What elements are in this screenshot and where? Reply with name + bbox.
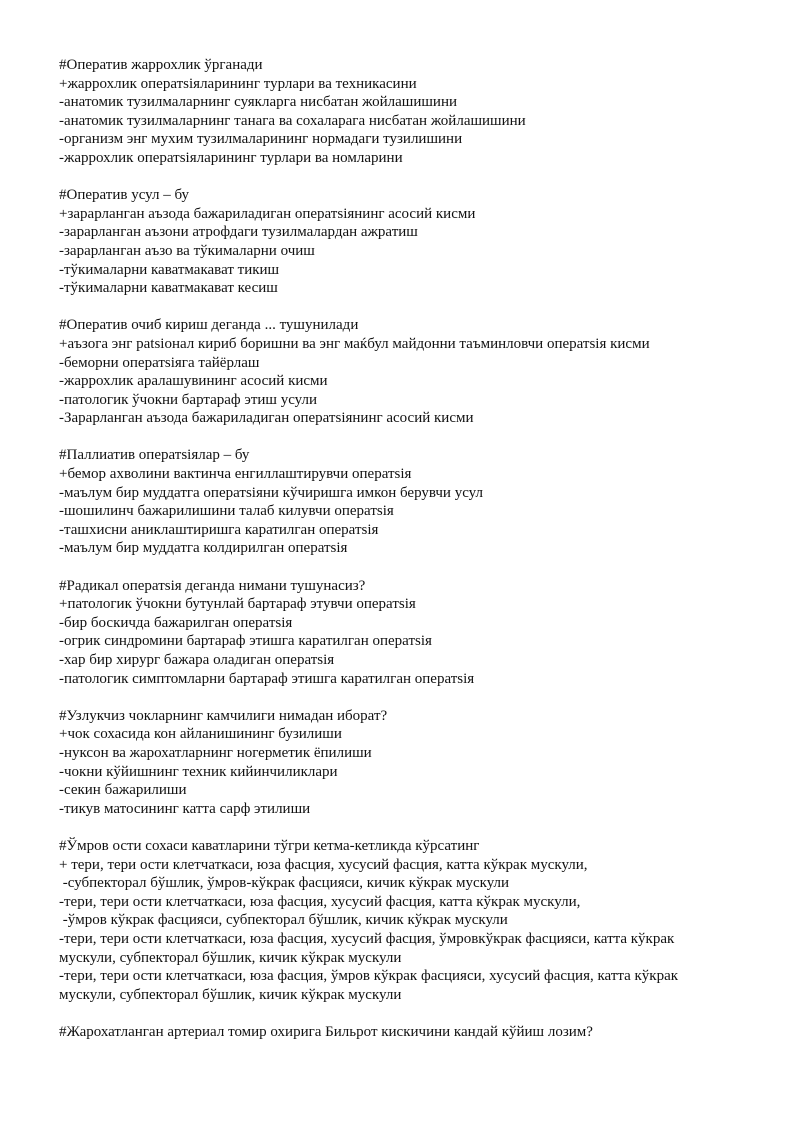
question-block [59,707,749,819]
question-block [59,316,749,428]
answer-option: +аъзога энг patsiонал кириб боришни ва энг маќбул майдонни таъминловчи оператsiя кисми [59,335,650,352]
answer-option: -хар бир хирург бажара оладиган оператsiя [59,652,335,668]
question-text: #Оператив жаррохлик ўрганади [59,57,263,73]
answer-option: -зарарланган аъзо ва тўкималарни очиш [59,242,315,259]
question-text: #Радикал оператsiя деганда нимани тушунасиз? [59,577,366,594]
answer-option: -ўмров кўкрак фасцияси, субпекторал бўшлик, кичик кўкрак мускули [59,912,508,929]
answer-option: -зарарланган аъзони атрофдаги тузилмалардан ажратиш [59,224,418,241]
answer-option: -Зарарланган аъзода бажариладиган оператsiянинг асосий кисми [59,410,474,427]
answer-option: -тўкималарни каватмакават кесиш [59,280,278,297]
answer-option: -жаррохлик аралашувининг асосий кисми [59,373,328,390]
answer-option: -патологик ўчокни бартараф этиш усули [59,391,318,408]
answer-option: +зарарланган аъзода бажариладиган оператsiянинг асосий кисми [59,205,476,222]
answer-option: мускули, субпекторал бўшлик, кичик кўкрак мускули [59,986,402,1003]
answer-option: -тери, тери ости клетчаткаси, юза фасция, хусусий фасция, ўмровкўкрак фасцияси, катта кўкрак [59,930,675,947]
answer-option: -маълум бир муддатга оператsiяни кўчиришга имкон берувчи усул [59,484,483,501]
answer-option: -огрик синдромини бартараф этишга каратилган оператsiя [59,633,432,650]
answer-option: -ташхисни аниклаштиришга каратилган оператsiя [59,521,379,538]
answer-option: -секин бажарилиши [59,782,187,799]
answer-option: -чокни кўйишнинг техник кийинчиликлари [59,763,338,780]
document-body [59,56,749,1060]
question-block [59,837,749,1004]
answer-option: +чок сохасида кон айланишининг бузилиши [59,726,342,743]
question-text: #Паллиатив оператsiялар – бу [59,447,250,464]
question-text: #Оператив усул – бу [59,187,190,204]
answer-option: -нуксон ва жарохатларнинг ногерметик ёпилиши [59,744,372,761]
question-block [59,186,749,298]
answer-option: -маълум бир муддатга колдирилган оператsiя [59,540,348,557]
answer-option: мускули, субпекторал бўшлик, кичик кўкрак мускули [59,949,402,966]
answer-option: -анатомик тузилмаларнинг танага ва сохаларага нисбатан жойлашишини [59,112,526,129]
answer-option: -жаррохлик оператsiяларининг турлари ва номларини [59,149,403,166]
answer-option: -тери, тери ости клетчаткаси, юза фасция, хусусий фасция, катта кўкрак мускули, [59,893,581,910]
question-text: #Оператив очиб кириш деганда ... тушунилади [59,317,359,334]
answer-option: -организм энг мухим тузилмаларининг нормадаги тузилишини [59,131,463,148]
question-text: #Жарохатланган артериал томир охирига Бильрот кискичини кандай кўйиш лозим? [59,1023,593,1040]
answer-option: -анатомик тузилмаларнинг суякларга нисбатан жойлашишини [59,94,457,111]
answer-option: -беморни оператsiяга тайёрлаш [59,354,260,371]
question-text: #Узлукчиз чокларнинг камчилиги нимадан иборат? [59,707,388,724]
answer-option: + тери, тери ости клетчаткаси, юза фасция, хусусий фасция, катта кўкрак мускули, [59,856,588,873]
question-block [59,56,749,168]
answer-option: -бир боскичда бажарилган оператsiя [59,614,293,631]
answer-option: -субпекторал бўшлик, ўмров-кўкрак фасцияси, кичик кўкрак мускули [59,875,510,892]
question-block [59,1023,749,1042]
answer-option: -тери, тери ости клетчаткаси, юза фасция, ўмров кўкрак фасцияси, хусусий фасция, катта кўкрак [59,968,679,985]
question-block [59,446,749,558]
answer-option: +жаррохлик оператsiяларининг турлари ва техникасини [59,75,417,92]
answer-option: +патологик ўчокни бутунлай бартараф этувчи оператsiя [59,596,416,613]
answer-option: +бемор ахволини вактинча енгиллаштирувчи оператsiя [59,466,412,483]
answer-option: -тўкималарни каватмакават тикиш [59,261,280,278]
answer-option: -патологик симптомларни бартараф этишга каратилган оператsiя [59,670,475,687]
question-text: #Ўмров ости сохаси каватларини тўгри кетма-кетликда кўрсатинг [59,837,480,854]
answer-option: -тикув матосининг катта сарф этилиши [59,800,311,817]
answer-option: -шошилинч бажарилишини талаб килувчи оператsiя [59,503,394,520]
question-block [59,577,749,689]
